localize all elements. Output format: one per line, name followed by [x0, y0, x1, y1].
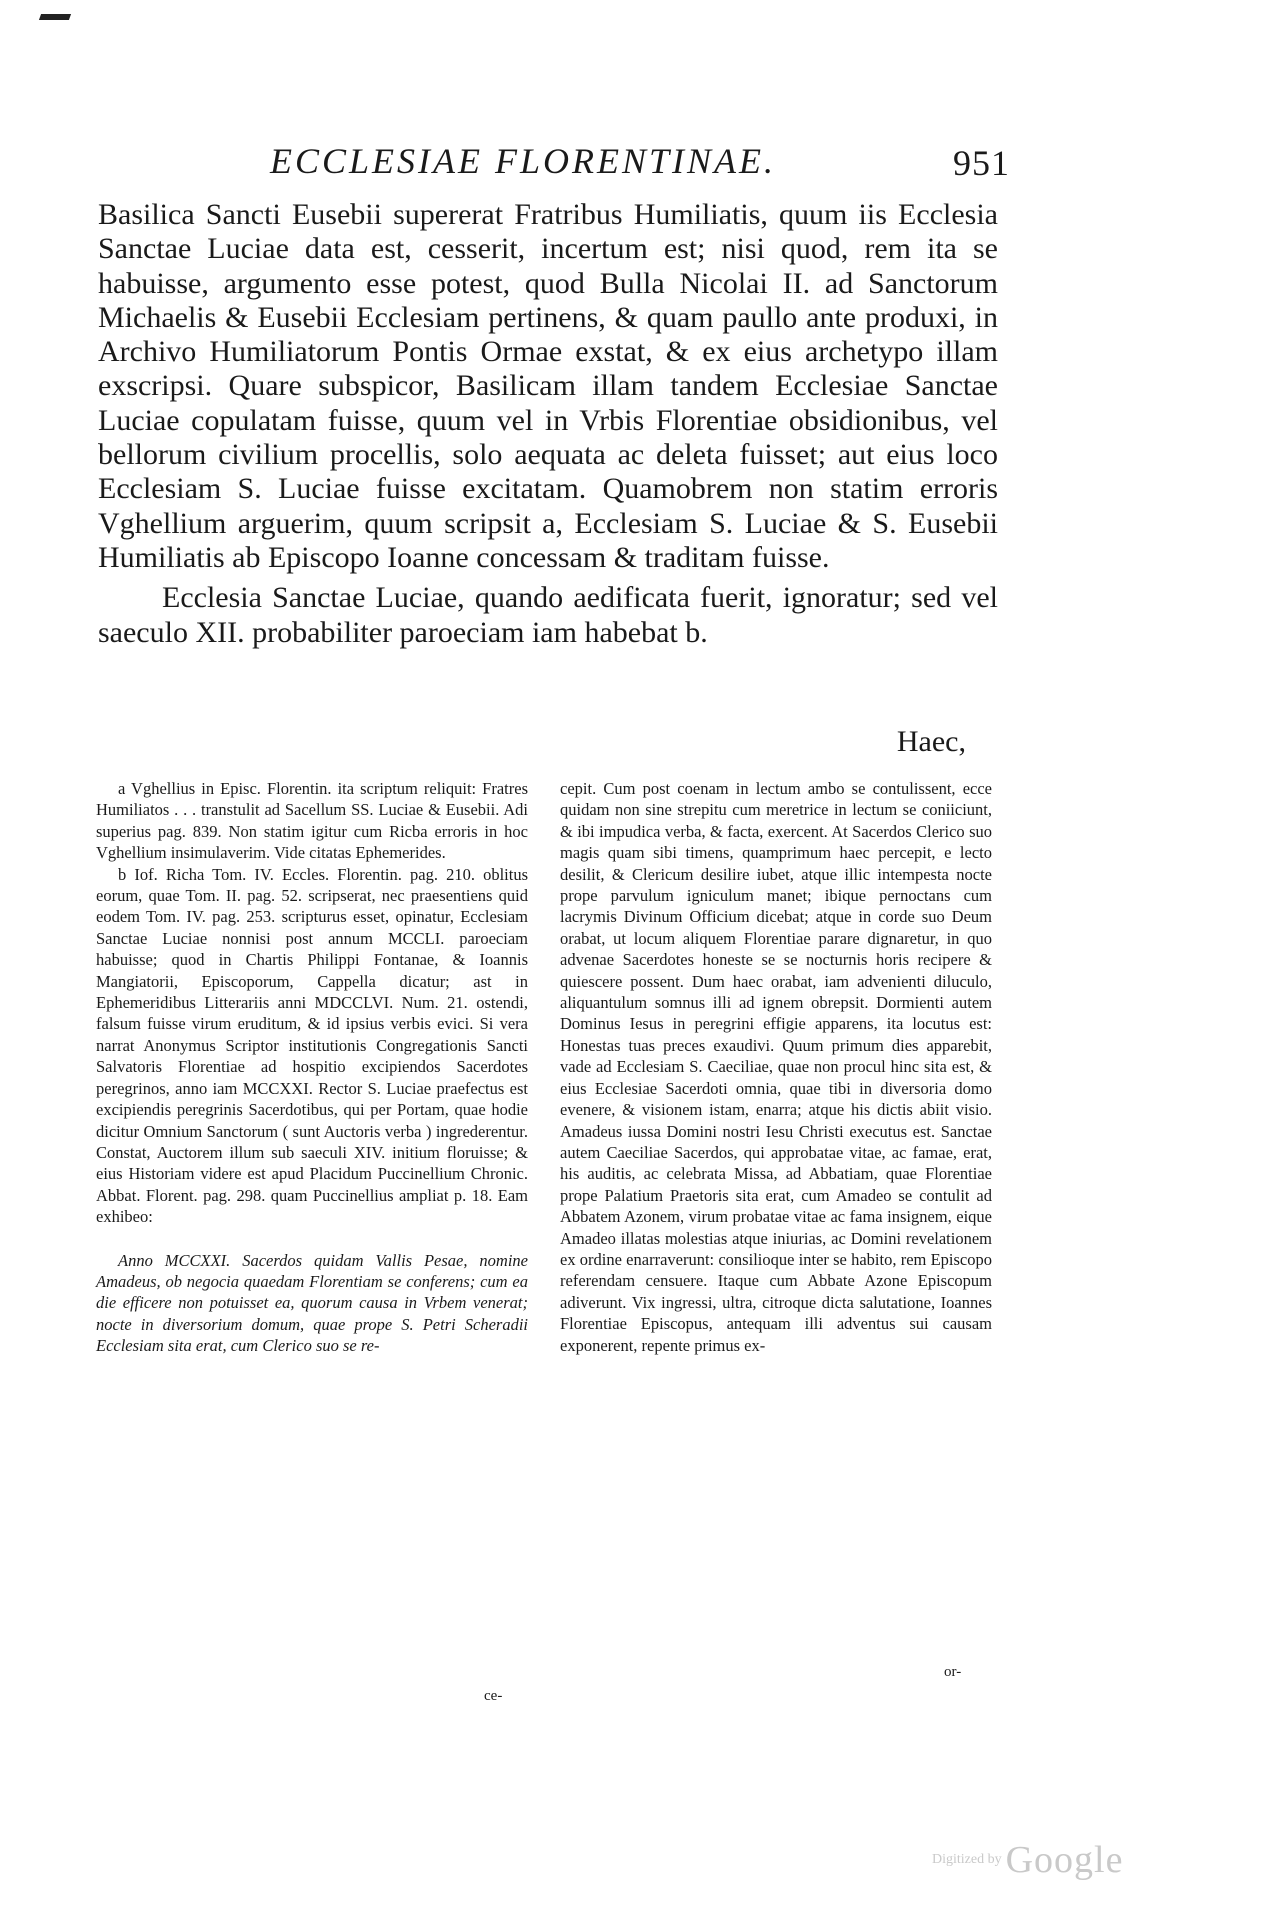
footnotes-left-column	[96, 778, 528, 1357]
watermark-prefix: Digitized by	[932, 1852, 1002, 1867]
google-logo: Google	[1005, 1839, 1124, 1881]
footnote-right-catchword: or-	[944, 1664, 962, 1680]
footnotes-right-column	[560, 778, 992, 1356]
page-title: ECCLESIAE FLORENTINAE.	[270, 141, 776, 181]
digitization-watermark	[932, 1838, 1123, 1882]
footnote-quotation: Anno MCCXXI. Sacerdos quidam Vallis Pesae, nomine Amadeus, ob negocia quaedam Florentiam se conferens; cum ea die efficere non potuisset ea, quorum causa in Vrbem venerat; nocte in diversorium domum, quae prope S. Petri Scheradii Ecclesiam sita erat, cum Clerico suo se re-	[96, 1250, 528, 1356]
catchword: Haec,	[896, 725, 966, 758]
main-text	[98, 198, 998, 650]
footnote-quotation-continued: cepit. Cum post coenam in lectum ambo se contulissent, ecce quidam non sine strepitu cum meretrice in lectum se coniiciunt, & ibi impudica verba, & facta, exercent. At Sacerdos Clerico suo magis quam sibi timens, quamprimum haec percepit, e lecto desilit, & Clericum desilire iubet, atque illic intempesta nocte prope parvulum igniculum manet; ibique pernoctans cum lacrymis Divinum Officium dicebat; atque in corde suo Deum orabat, ut locum aliquem Florentiae parare dignaretur, in quo advenae Sacerdotes honeste se se nocturnis horis recipere & quiescere possent. Dum haec orabat, iam advenienti diluculo, aliquantulum somnus illi ad ignem obrepsit. Dormienti autem Dominus Iesus in peregrini effigie apparens, ita locutus est: Honestas tuas preces exaudivi. Quum primum dies apparebit, vade ad Ecclesiam S. Caeciliae, quae non procul hinc sita est, & eius Ecclesiae Sacerdoti omnia, quae tibi in diversoria domo evenere, & visionem istam, enarra; atque his dictis abiit visio. Amadeus iussa Domini nostri Iesu Christi executus est. Sanctae autem Caeciliae Sacerdos, qui approbatae vitae, ac famae, erat, his auditis, ac celebrata Missa, ad Abbatiam, quae Florentiae prope Palatium Praetoris sita erat, cum Amadeo se contulit ad Abbatem Azonem, virum probatae vitae ac fama insignem, eique Amadeo illatas molestias atque iniurias, ac Domini revelationem ex ordine enarraverunt: consilioque inter se habito, rem Episcopo referendam censuere. Itaque cum Abbate Azone Episcopum adiverunt. Vix ingressi, ultra, citroque dicta salutatione, Ioannes Florentiae Episcopus, antequam illi adventus sui causam exponerent, repente primus ex-	[560, 779, 992, 1355]
footnote-a: a Vghellius in Episc. Florentin. ita scriptum reliquit: Fratres Humiliatos . . . transtulit ad Sacellum SS. Luciae & Eusebii. Adi superius pag. 839. Non statim igitur cum Ricba erroris in hoc Vghellium insimulaverim. Vide citatas Ephemerides.	[96, 779, 528, 863]
corner-ink-mark	[39, 14, 71, 20]
paragraph-1: Basilica Sancti Eusebii supererat Fratribus Humiliatis, quum iis Ecclesia Sanctae Luciae data est, cesserit, incertum est; nisi quod, rem ita se habuisse, argumento esse potest, quod Bulla Nicolai II. ad Sanctorum Michaelis & Eusebii Ecclesiam pertinens, & quam paullo ante produxi, in Archivo Humiliatorum Pontis Ormae exstat, & ex eius archetypo illam exscripsi. Quare subspicor, Basilicam illam tandem Ecclesiae Sanctae Luciae copulatam fuisse, quum vel in Vrbis Florentiae obsidionibus, vel bellorum civilium procellis, solo aequata ac deleta fuisset; aut eius loco Ecclesiam S. Luciae fuisse excitatam. Quamobrem non statim erroris Vghellium arguerim, quum scripsit a, Ecclesiam S. Luciae & S. Eusebii Humiliatis ab Episcopo Ioanne concessam & traditam fuisse.	[98, 198, 998, 574]
paragraph-2: Ecclesia Sanctae Luciae, quando aedificata fuerit, ignoratur; sed vel saeculo XII. probabiliter paroeciam iam habebat b.	[98, 581, 998, 649]
footnote-left-catchword: ce-	[484, 1688, 503, 1704]
page-number: 951	[953, 143, 1010, 183]
running-head	[260, 140, 1060, 182]
footnote-b: b Iof. Richa Tom. IV. Eccles. Florentin. pag. 210. oblitus eorum, quae Tom. II. pag. 52. scripserat, nec praesentiens quid eodem Tom. IV. pag. 253. scripturus esset, opinatur, Ecclesiam Sanctae Luciae nonnisi post annum MCCLI. paroeciam habuisse; quod in Chartis Philippi Fontanae, & Ioannis Mangiatorii, Episcoporum, Cappella dicatur; ast in Ephemeridibus Litterariis anni MDCCLVI. Num. 21. ostendi, falsum fuisse virum eruditum, & id ipsius verbis evici. Si vera narrat Anonymus Scriptor institutionis Congregationis Sancti Salvatoris Florentiae ad hospitio excipiendos Sacerdotes peregrinos, anno iam MCCXXI. Rector S. Luciae praefectus est excipiendis peregrinis Sacerdotibus, qui per Portam, quae hodie dicitur Omnium Sanctorum ( sunt Auctoris verba ) ingrederentur. Constat, Auctorem illum sub saeculi XIV. initium floruisse; & eius Historiam videre est apud Placidum Puccinellium Chronic. Abbat. Florent. pag. 298. quam Puccinellius ampliat p. 18. Eam exhibeo:	[96, 864, 528, 1227]
